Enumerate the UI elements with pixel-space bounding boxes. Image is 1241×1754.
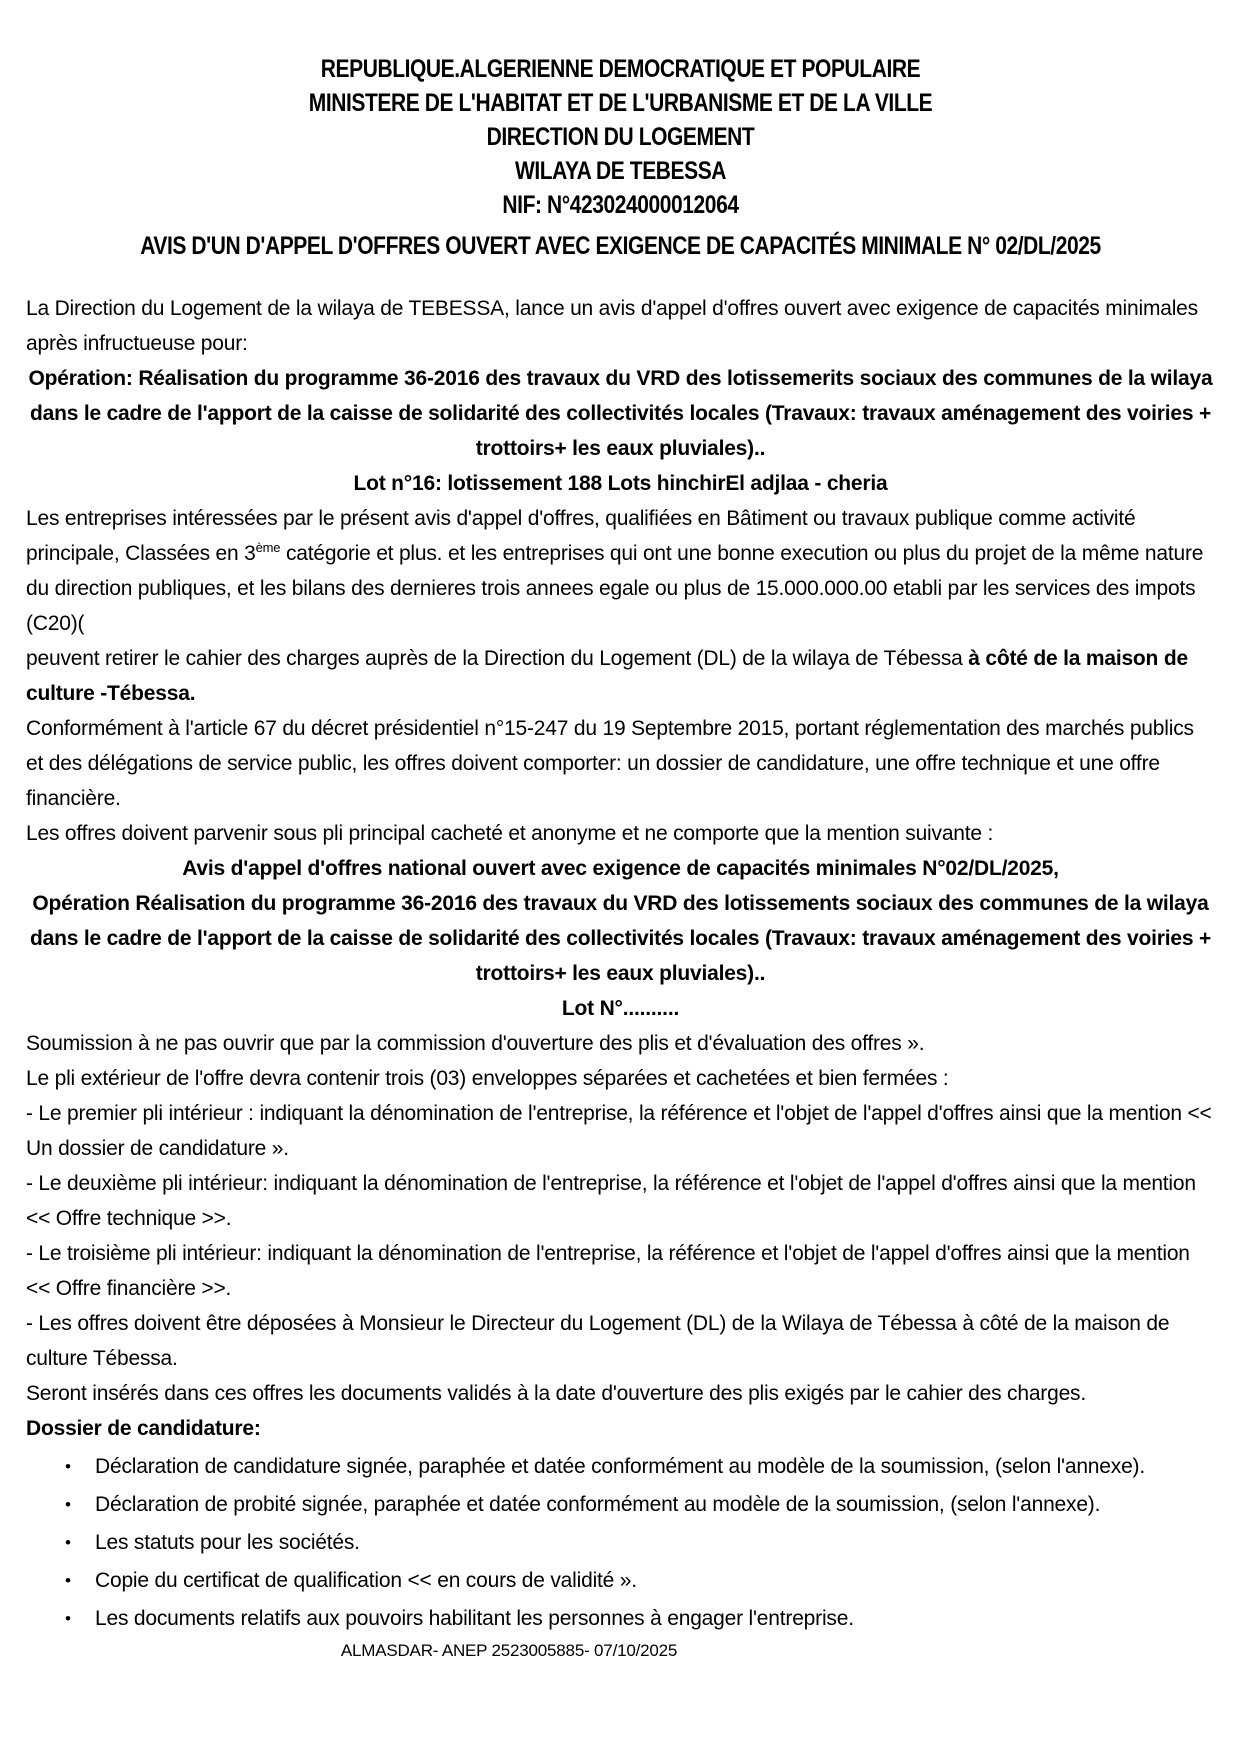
bullet-item: • Les statuts pour les sociétés. bbox=[63, 1525, 1215, 1560]
troisieme-pli-paragraph: - Le troisième pli intérieur: indiquant la dénomination de l'entreprise, la référence et l'objet de l'appel d'offres ainsi que la mention << Offre financière >>. bbox=[26, 1242, 1190, 1300]
bullet-item: • Déclaration de candidature signée, paraphée et datée conformément au modèle de la soumission, (selon l'annexe). bbox=[63, 1449, 1215, 1484]
bullet-item: • Déclaration de probité signée, paraphée et datée conformément au modèle de la soumission, (selon l'annexe). bbox=[63, 1487, 1215, 1522]
header-line: REPUBLIQUE.ALGERIENNE DEMOCRATIQUE ET POPULAIRE bbox=[320, 55, 921, 83]
premier-pli-paragraph: - Le premier pli intérieur : indiquant la dénomination de l'entreprise, la référence et l'objet de l'appel d'offres ainsi que la mention << Un dossier de candidature ». bbox=[26, 1102, 1212, 1160]
header-line: WILAYA DE TEBESSA bbox=[514, 157, 727, 185]
reglementation-paragraph: Conformément à l'article 67 du décret présidentiel n°15-247 du 19 Septembre 2015, portant réglementation des marchés publics et des délégations de service public, les offres doivent comporter: un dossier de candidature, une offre technique et une offre financière. bbox=[26, 717, 1194, 810]
header-line: AVIS D'UN D'APPEL D'OFFRES OUVERT AVEC EXIGENCE DE CAPACITÉS MINIMALE N° 02/DL/2025 bbox=[140, 232, 1101, 260]
depot-offres-paragraph: - Les offres doivent être déposées à Monsieur le Directeur du Logement (DL) de la Wilaya de Tébessa à côté de la maison de culture Tébessa. bbox=[26, 1312, 1170, 1370]
operation-title: Opération: Réalisation du programme 36-2016 des travaux du VRD des lotissemerits sociaux des communes de la wilaya dans le cadre de l'apport de la caisse de solidarité des collectivités locales (Travaux: travaux aménagement des voiries + trottoirs+ les eaux pluviales).. bbox=[28, 367, 1213, 460]
header-line: MINISTERE DE L'HABITAT ET DE L'URBANISME ET DE LA VILLE bbox=[308, 89, 933, 117]
intro-paragraph: La Direction du Logement de la wilaya de TEBESSA, lance un avis d'appel d'offres ouvert avec exigence de capacités minimales après infructueuse pour: bbox=[26, 297, 1198, 355]
lot-title: Lot n°16: lotissement 188 Lots hinchirEl adjlaa - cheria bbox=[353, 472, 888, 495]
deuxieme-pli-paragraph: - Le deuxième pli intérieur: indiquant la dénomination de l'entreprise, la référence et l'objet de l'appel d'offres ainsi que la mention << Offre technique >>. bbox=[26, 1172, 1196, 1230]
documents-valides-paragraph: Seront insérés dans ces offres les documents validés à la date d'ouverture des plis exigés par le cahier des charges. bbox=[26, 1382, 1086, 1405]
bullet-item: • Les documents relatifs aux pouvoirs habilitant les personnes à engager l'entreprise. bbox=[63, 1601, 1215, 1636]
document-body bbox=[26, 291, 1215, 1636]
mention-intro-paragraph: Les offres doivent parvenir sous pli principal cacheté et anonyme et ne comporte que la mention suivante : bbox=[26, 822, 994, 845]
soumission-paragraph: Soumission à ne pas ouvrir que par la commission d'ouverture des plis et d'évaluation des offres ». bbox=[26, 1032, 925, 1055]
candidature-bullet-list bbox=[26, 1449, 1215, 1636]
footer-publication-line: ALMASDAR- ANEP 2523005885- 07/10/2025 bbox=[340, 1641, 678, 1660]
eligibility-paragraph: Les entreprises intéressées par le présent avis d'appel d'offres, qualifiées en Bâtiment ou travaux publique comme activité principale, Classées en 3ème catégorie et plus. et les entreprises qui ont une bonne execution ou plus du projet de la même nature du direction publiques, et les bilans des dernieres trois annees egale ou plus de 15.000.000.00 etabli par les services des impots (C20)( bbox=[26, 507, 1204, 635]
retrait-cahier-paragraph: peuvent retirer le cahier des charges auprès de la Direction du Logement (DL) de la wilaya de Tébessa à côté de la maison de culture -Tébessa. bbox=[26, 647, 1188, 705]
avis-mention-title: Avis d'appel d'offres national ouvert avec exigence de capacités minimales N°02/DL/2025, bbox=[182, 857, 1059, 880]
pli-exterieur-paragraph: Le pli extérieur de l'offre devra contenir trois (03) enveloppes séparées et cachetées et bien fermées : bbox=[26, 1067, 949, 1090]
header-line: DIRECTION DU LOGEMENT bbox=[486, 123, 755, 151]
document-header bbox=[26, 52, 1215, 263]
lot-number-line: Lot N°.......... bbox=[561, 997, 680, 1020]
header-line: NIF: N°423024000012064 bbox=[502, 191, 739, 219]
dossier-candidature-heading: Dossier de candidature: bbox=[26, 1417, 261, 1440]
operation-mention-title: Opération Réalisation du programme 36-2016 des travaux du VRD des lotissements sociaux des communes de la wilaya dans le cadre de l'apport de la caisse de solidarité des collectivités locales (Travaux: travaux aménagement des voiries + trottoirs+ les eaux pluviales).. bbox=[29, 892, 1212, 985]
bullet-item: • Copie du certificat de qualification << en cours de validité ». bbox=[63, 1563, 1215, 1598]
